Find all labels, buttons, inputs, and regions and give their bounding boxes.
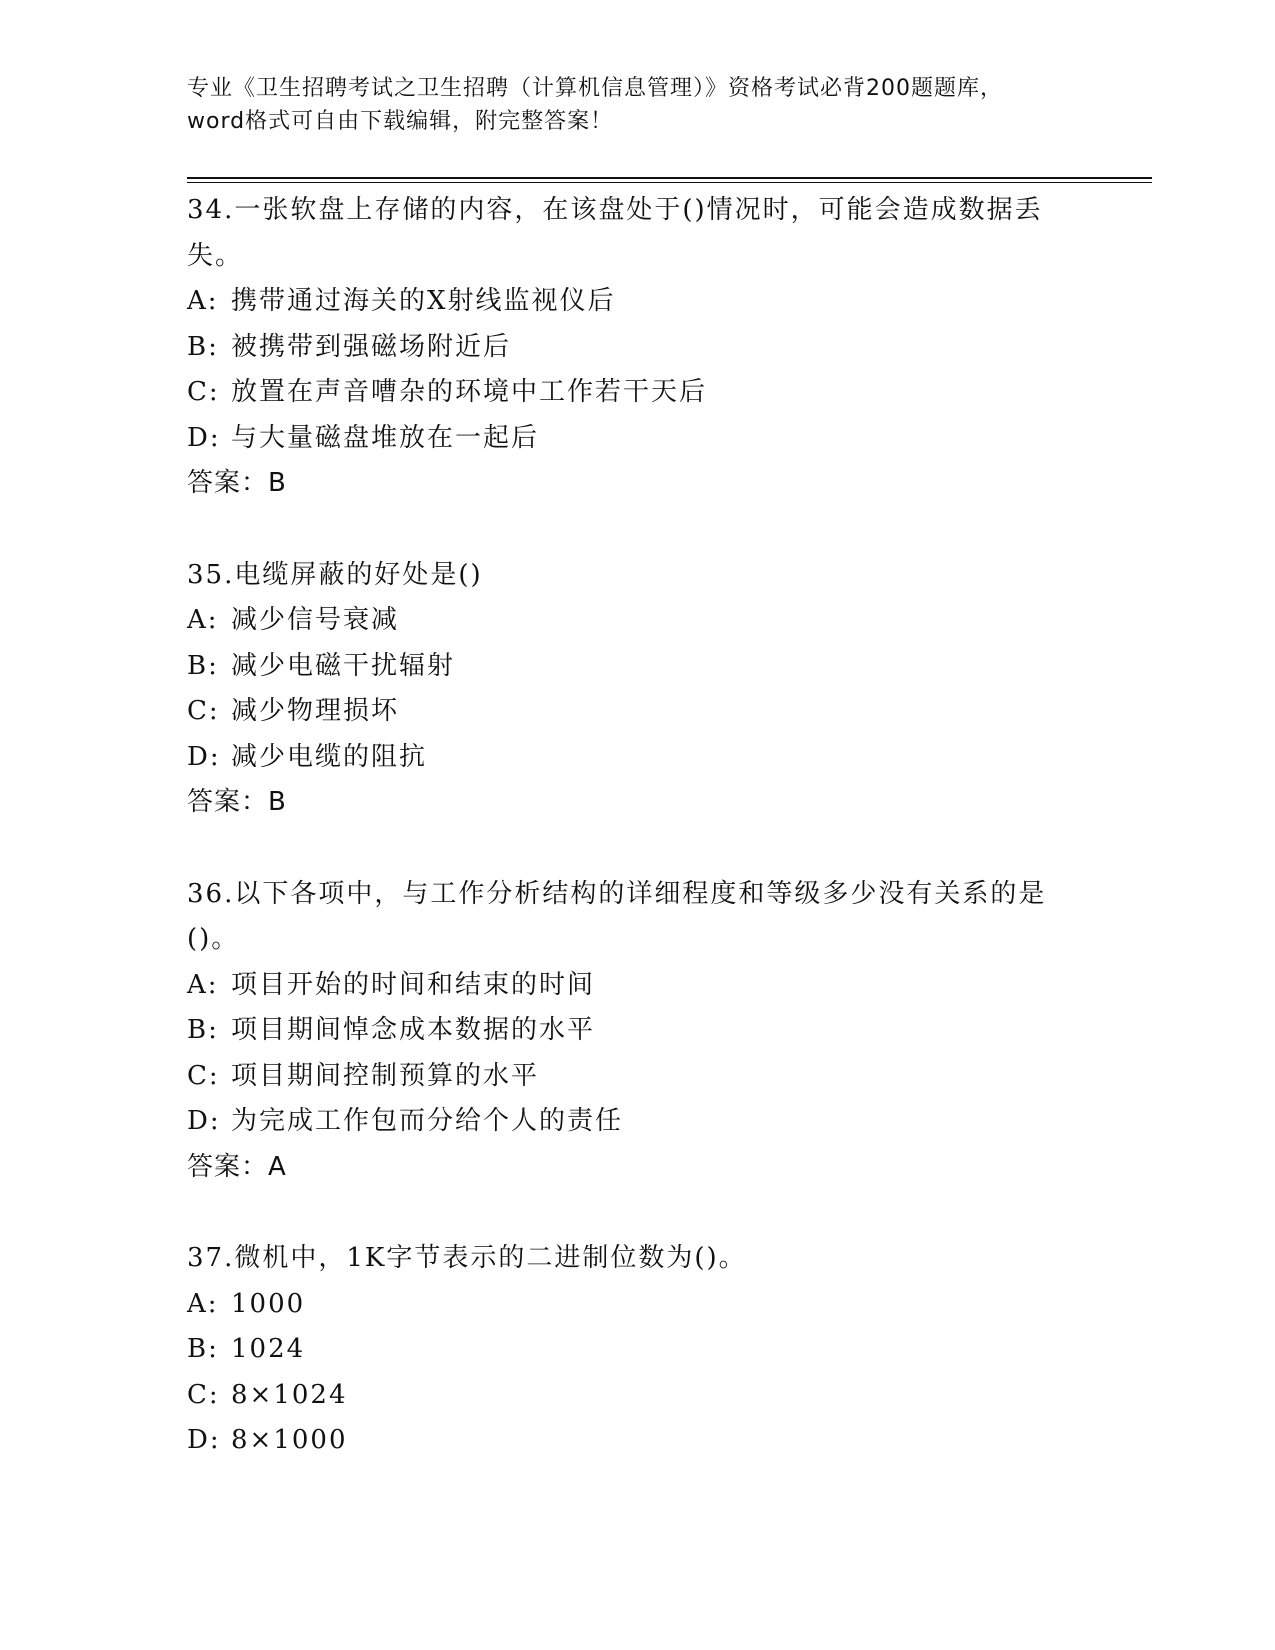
question-stem: 37.微机中，1K字节表示的二进制位数为()。 (187, 1243, 747, 1273)
option-letter: A: (187, 1288, 219, 1319)
option-a (187, 598, 1087, 644)
option-letter: D: (187, 422, 221, 453)
question-list (187, 188, 1087, 1510)
option-a (187, 1282, 1087, 1328)
question-stem: 35.电缆屏蔽的好处是() (187, 559, 483, 590)
option-text: 减少物理损坏 (231, 696, 400, 726)
option-b (187, 1008, 1087, 1054)
document-header (187, 72, 1087, 138)
option-d (187, 1418, 1087, 1464)
option-c (187, 689, 1087, 735)
option-letter: A: (187, 969, 219, 1000)
option-text: 1024 (231, 1334, 306, 1364)
option-a (187, 279, 1087, 325)
option-d (187, 735, 1087, 781)
option-text: 8×1000 (231, 1425, 348, 1455)
option-letter: A: (187, 286, 219, 316)
option-text: 被携带到强磁场附近后 (231, 331, 512, 362)
option-text: 项目期间控制预算的水平 (231, 1060, 540, 1091)
option-c (187, 370, 1087, 416)
option-letter: C: (187, 696, 220, 726)
header-rule-thin (187, 182, 1152, 183)
option-text: 减少信号衰减 (231, 605, 400, 635)
option-text: 8×1024 (231, 1379, 348, 1410)
option-letter: B: (187, 650, 219, 681)
option-a (187, 963, 1087, 1009)
option-d (187, 416, 1087, 462)
option-letter: C: (187, 1060, 220, 1091)
option-b (187, 644, 1087, 690)
option-text: 携带通过海关的X射线监视仪后 (231, 286, 616, 316)
option-text: 项目开始的时间和结束的时间 (231, 969, 596, 1000)
question-36 (187, 872, 1087, 1191)
option-c (187, 1054, 1087, 1100)
question-35 (187, 553, 1087, 826)
option-letter: A: (187, 605, 219, 635)
question-34 (187, 188, 1087, 507)
option-text: 放置在声音嘈杂的环境中工作若干天后 (231, 377, 708, 407)
question-stem: 34.一张软盘上存储的内容，在该盘处于()情况时，可能会造成数据丢失。 (187, 195, 1043, 271)
option-d (187, 1099, 1087, 1145)
option-b (187, 1327, 1087, 1373)
option-letter: D: (187, 741, 221, 772)
option-b (187, 325, 1087, 371)
option-text: 1000 (231, 1288, 306, 1319)
answer-line: 答案：B (187, 787, 287, 817)
answer-line: 答案：B (187, 468, 287, 498)
option-text: 减少电缆的阻抗 (231, 741, 428, 772)
answer-line: 答案：A (187, 1151, 287, 1182)
option-letter: B: (187, 1334, 219, 1364)
header-rule-thick (187, 177, 1152, 179)
option-letter: B: (187, 331, 219, 362)
option-letter: D: (187, 1425, 221, 1455)
option-letter: C: (187, 1379, 220, 1410)
question-stem: 36.以下各项中，与工作分析结构的详细程度和等级多少没有关系的是()。 (187, 878, 1047, 954)
header-line-2: word格式可自由下载编辑，附完整答案！ (187, 109, 614, 134)
option-letter: D: (187, 1106, 221, 1136)
option-letter: C: (187, 377, 220, 407)
option-text: 为完成工作包而分给个人的责任 (231, 1106, 624, 1136)
option-text: 项目期间悼念成本数据的水平 (231, 1015, 596, 1045)
header-line-1: 专业《卫生招聘考试之卫生招聘（计算机信息管理）》资格考试必背200题题库， (187, 76, 1003, 101)
question-37 (187, 1236, 1087, 1464)
option-text: 减少电磁干扰辐射 (231, 650, 456, 681)
option-letter: B: (187, 1015, 219, 1045)
option-text: 与大量磁盘堆放在一起后 (231, 422, 540, 453)
option-c (187, 1373, 1087, 1419)
